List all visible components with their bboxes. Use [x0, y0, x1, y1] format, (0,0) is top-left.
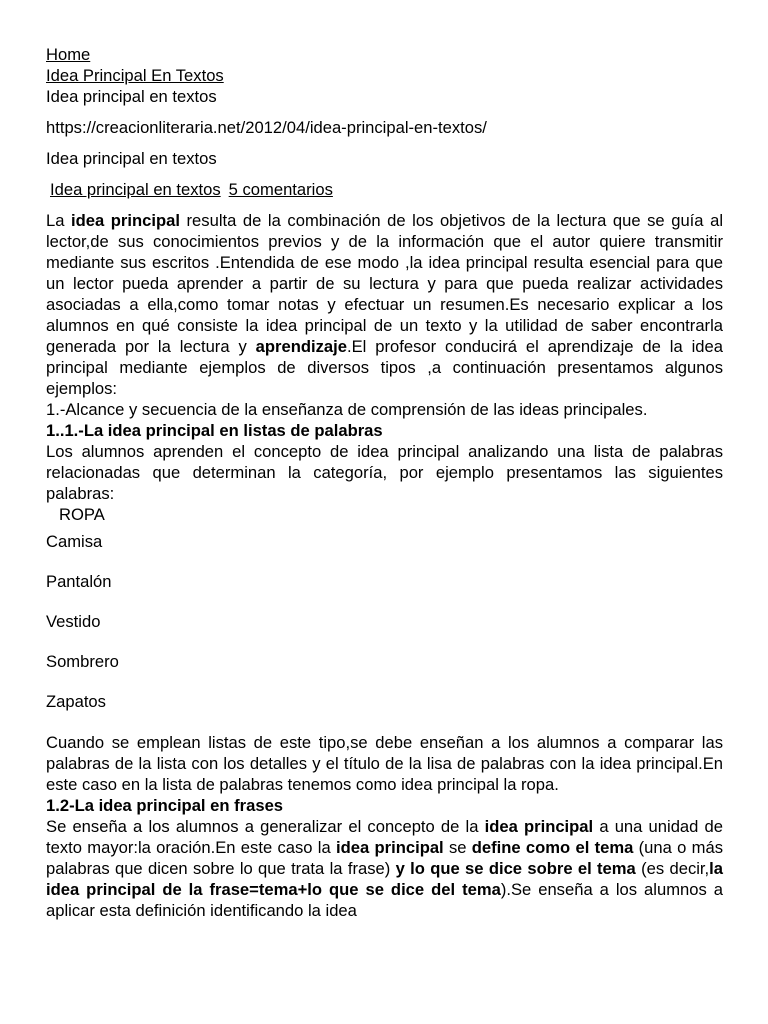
list-item: Camisa: [46, 532, 103, 551]
section2-bold-5: la idea principal de la frase=tema+lo que se dice del tema: [46, 859, 723, 899]
source-url: https://creacionliteraria.net/2012/04/idea-principal-en-textos/: [46, 118, 487, 137]
intro-paragraph: [46, 210, 723, 399]
page-title: Idea principal en textos: [46, 87, 217, 106]
intro-text-3: .El profesor conducirá el aprendizaje de la idea principal mediante ejemplos de diversos tipos ,a continuación presentamos algunos ejemplos:: [46, 337, 723, 398]
section2-text-1: Se enseña a los alumnos a generalizar el concepto de la: [46, 817, 485, 836]
intro-bold-aprendizaje: aprendizaje: [255, 337, 347, 356]
section1-heading: 1..1.-La idea principal en listas de palabras: [46, 421, 383, 440]
post-title: Idea principal en textos: [46, 149, 217, 168]
category-word: ROPA: [59, 505, 105, 524]
section1-conclusion: Cuando se emplean listas de este tipo,se debe enseñan a los alumnos a comparar las palabras de la lista con los detalles y el título de la lisa de palabras con la idea principal.En este caso en la lista de palabras tenemos como idea principal la ropa.: [46, 733, 723, 794]
word-list: [46, 531, 723, 712]
post-meta: [46, 179, 723, 200]
list-item: Pantalón: [46, 572, 112, 591]
intro-scope-line: 1.-Alcance y secuencia de la enseñanza de comprensión de las ideas principales.: [46, 400, 648, 419]
section2-text-2: a una unidad de texto mayor:la oración.En este caso la: [46, 817, 723, 857]
section2-text-4: (una o más palabras que dicen sobre lo que trata la frase): [46, 838, 724, 878]
section2-text-6: ).Se enseña a los alumnos a aplicar esta definición identificando la idea: [46, 880, 723, 920]
section1-body: Los alumnos aprenden el concepto de idea principal analizando una lista de palabras relacionadas que determinan la categoría, por ejemplo presentamos las siguientes palabras:: [46, 442, 723, 503]
list-item: Zapatos: [46, 692, 106, 711]
intro-text-1: La: [46, 211, 72, 230]
section2-bold-2: idea principal: [336, 838, 444, 857]
section2-bold-1: idea principal: [484, 817, 594, 836]
section2-bold-3: define como el tema: [471, 838, 634, 857]
list-item: Vestido: [46, 612, 101, 631]
intro-text-2: resulta de la combinación de los objetivos de la lectura que se guía al lector,de sus conocimientos previos y de la información que el autor quiere transmitir mediante sus escritos .Entendida de ese modo ,la idea principal resulta esencial para que un lector pueda aprender a partir de su lectura y para que pueda realizar actividades asociadas a ella,como tomar notas y efectuar un resumen.Es necesario explicar a los alumnos en qué consiste la idea principal de un texto y la utilidad de saber encontrarla generada por la lectura y: [46, 211, 723, 356]
comments-link[interactable]: 5 comentarios: [228, 180, 333, 199]
intro-bold-idea-principal: idea principal: [71, 211, 180, 230]
section2-body: [46, 816, 723, 921]
section2-text-5: (es decir,: [635, 859, 710, 878]
breadcrumb: [46, 44, 723, 65]
post-link[interactable]: Idea principal en textos: [50, 180, 221, 199]
breadcrumb-home-link[interactable]: Home: [46, 45, 91, 64]
section2-bold-4: y lo que se dice sobre el tema: [395, 859, 636, 878]
breadcrumb-current: [46, 65, 723, 86]
breadcrumb-current-link[interactable]: Idea Principal En Textos: [46, 66, 224, 85]
section2-heading: 1.2-La idea principal en frases: [46, 796, 284, 815]
section2-text-3: se: [443, 838, 472, 857]
list-item: Sombrero: [46, 652, 119, 671]
